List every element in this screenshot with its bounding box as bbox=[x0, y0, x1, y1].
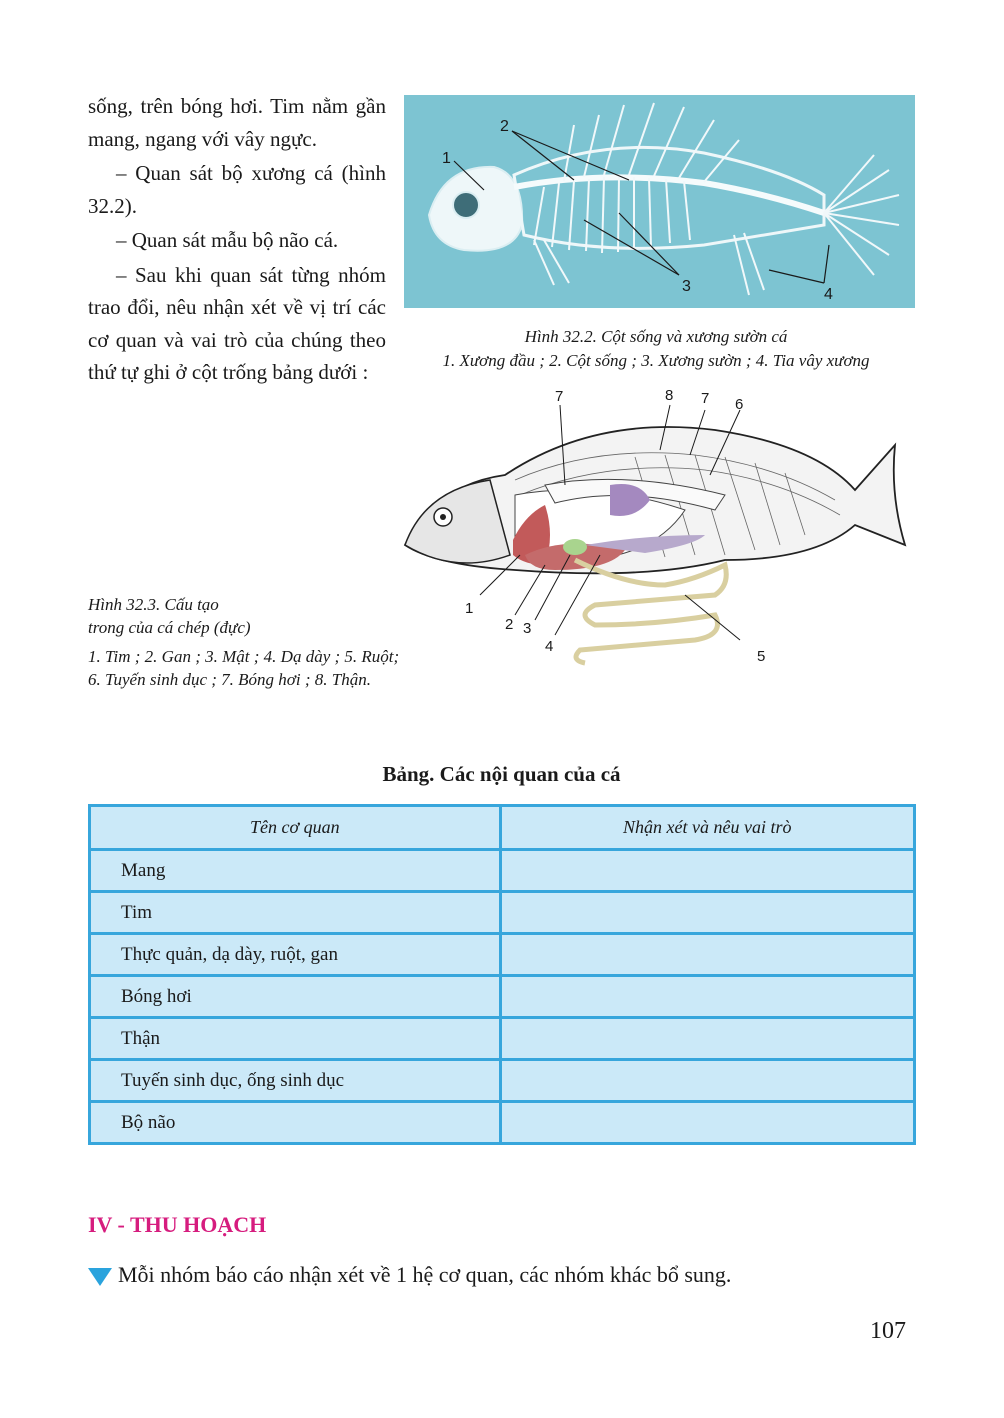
organs-table bbox=[88, 804, 916, 1145]
intro-paragraph: – Sau khi quan sát từng nhóm trao đổi, nêu nhận xét về vị trí các cơ quan và vai trò của chúng theo thứ tự ghi ở cột trống bảng dưới : bbox=[88, 262, 386, 384]
figure-label: 3 bbox=[523, 620, 532, 637]
caption-legend: 6. Tuyến sinh dục ; 7. Bóng hơi ; 8. Thận. bbox=[88, 670, 371, 689]
organ-name: Thận bbox=[90, 1018, 501, 1060]
caption-title: Hình 32.2. Cột sống và xương sườn cá bbox=[524, 327, 788, 346]
column-header: Tên cơ quan bbox=[90, 806, 501, 850]
figure-label: 1 bbox=[442, 150, 451, 167]
figure-label: 6 bbox=[735, 396, 744, 413]
table-title: Bảng. Các nội quan của cá bbox=[382, 762, 621, 786]
triangle-bullet-icon bbox=[88, 1268, 112, 1286]
figure-label: 2 bbox=[500, 118, 509, 135]
figure-label: 2 bbox=[505, 616, 514, 633]
organ-name: Thực quản, dạ dày, ruột, gan bbox=[90, 934, 501, 976]
organ-name: Mang bbox=[90, 850, 501, 892]
figure-label: 7 bbox=[701, 390, 710, 407]
caption-title: Hình 32.3. Cấu tạo bbox=[88, 595, 219, 614]
table-row bbox=[90, 892, 915, 934]
caption-title: trong của cá chép (đực) bbox=[88, 618, 251, 637]
figure-caption bbox=[392, 325, 920, 373]
answer-cell[interactable] bbox=[500, 1060, 914, 1102]
caption-legend: 1. Tim ; 2. Gan ; 3. Mật ; 4. Dạ dày ; 5. Ruột; bbox=[88, 647, 400, 666]
table-header-row bbox=[90, 806, 915, 850]
figure-caption bbox=[88, 593, 488, 691]
page-number: 107 bbox=[870, 1318, 906, 1344]
organ-name: Bóng hơi bbox=[90, 976, 501, 1018]
table-row bbox=[90, 934, 915, 976]
organ-name: Bộ não bbox=[90, 1102, 501, 1144]
column-header: Nhận xét và nêu vai trò bbox=[500, 806, 914, 850]
table-row bbox=[90, 1018, 915, 1060]
intro-paragraph: – Quan sát bộ xương cá (hình 32.2). bbox=[88, 161, 386, 218]
answer-cell[interactable] bbox=[500, 1018, 914, 1060]
figure-label: 1 bbox=[465, 600, 474, 617]
task-text: Mỗi nhóm báo cáo nhận xét về 1 hệ cơ quan, các nhóm khác bổ sung. bbox=[118, 1262, 732, 1287]
figure-label: 8 bbox=[665, 387, 674, 404]
intro-text bbox=[88, 90, 386, 391]
answer-cell[interactable] bbox=[500, 850, 914, 892]
organ-name: Tuyến sinh dục, ống sinh dục bbox=[90, 1060, 501, 1102]
table-row bbox=[90, 1102, 915, 1144]
intro-paragraph: – Quan sát mẫu bộ não cá. bbox=[116, 228, 339, 252]
answer-cell[interactable] bbox=[500, 892, 914, 934]
organ-name: Tim bbox=[90, 892, 501, 934]
figure-label: 5 bbox=[757, 648, 766, 665]
answer-cell[interactable] bbox=[500, 1102, 914, 1144]
answer-cell[interactable] bbox=[500, 934, 914, 976]
task-instruction bbox=[88, 1262, 731, 1288]
figure-label: 3 bbox=[682, 278, 691, 295]
answer-cell[interactable] bbox=[500, 976, 914, 1018]
figure-label: 7 bbox=[555, 388, 564, 405]
intro-paragraph: sống, trên bóng hơi. Tim nằm gần mang, ngang với vây ngực. bbox=[88, 94, 386, 151]
caption-legend: 1. Xương đầu ; 2. Cột sống ; 3. Xương sườn ; 4. Tia vây xương bbox=[442, 351, 870, 370]
table-row bbox=[90, 976, 915, 1018]
figure-label: 4 bbox=[545, 638, 554, 655]
section-heading: IV - THU HOẠCH bbox=[88, 1212, 267, 1237]
table-row bbox=[90, 1060, 915, 1102]
fish-skeleton-figure bbox=[404, 95, 915, 308]
figure-label: 4 bbox=[824, 286, 833, 303]
table-row bbox=[90, 850, 915, 892]
